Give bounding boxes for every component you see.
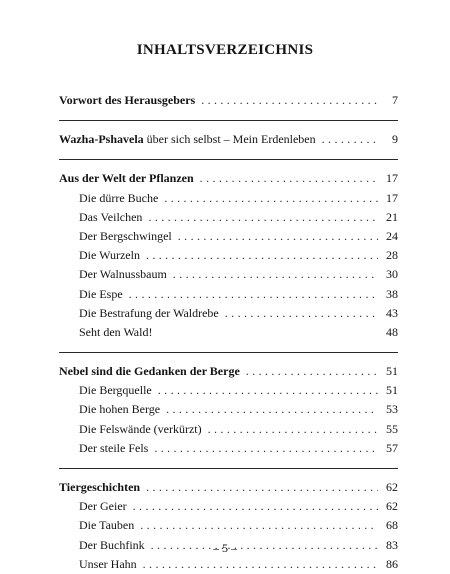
toc-page-number: 68 bbox=[386, 518, 398, 533]
toc-section-tiere bbox=[59, 478, 398, 574]
leader-dots bbox=[140, 516, 378, 535]
toc-subentry[interactable] bbox=[59, 246, 398, 265]
toc-subentry[interactable] bbox=[59, 323, 398, 342]
leader-dots bbox=[225, 304, 378, 323]
toc-entry-label: Die hohen Berge bbox=[79, 402, 161, 417]
page-number-footer: – 5 – bbox=[213, 541, 237, 555]
toc-page-number: 51 bbox=[386, 364, 398, 379]
toc-section-wazha bbox=[59, 130, 398, 149]
leader-dots bbox=[173, 265, 378, 284]
toc-page-number: 62 bbox=[386, 480, 398, 494]
leader-dots bbox=[158, 381, 378, 400]
toc-entry-label: Der Walnussbaum bbox=[79, 267, 167, 282]
page-title: INHALTSVERZEICHNIS bbox=[136, 42, 314, 58]
toc-subentry[interactable] bbox=[59, 189, 398, 208]
toc-page-number: 43 bbox=[386, 305, 398, 320]
toc-entry-author: Wazha-Pshavela bbox=[59, 132, 144, 147]
toc-page-number: 57 bbox=[386, 440, 398, 455]
toc-subentry[interactable] bbox=[59, 304, 398, 323]
leader-dots bbox=[154, 439, 378, 458]
toc-entry-label: Aus der Welt der Pflanzen bbox=[59, 171, 194, 186]
toc-entry-label: Die Espe bbox=[79, 286, 123, 301]
leader-dots bbox=[246, 362, 378, 381]
toc-entry-label: Tiergeschichten bbox=[59, 480, 141, 494]
toc-subentry[interactable] bbox=[59, 497, 398, 516]
leader-dots bbox=[143, 555, 378, 574]
toc-entry-label: Die Bestrafung der Waldrebe bbox=[79, 305, 219, 320]
toc-page-number: 86 bbox=[386, 556, 398, 571]
toc-entry[interactable] bbox=[59, 91, 398, 110]
toc-entry-label: Der steile Fels bbox=[79, 440, 149, 455]
toc-entry[interactable] bbox=[59, 130, 398, 149]
toc-page-number: 17 bbox=[386, 190, 398, 205]
toc-entry-label: Die Tauben bbox=[79, 518, 135, 533]
leader-dots bbox=[164, 189, 378, 208]
toc-entry[interactable] bbox=[59, 169, 398, 188]
toc-page-number: 51 bbox=[386, 383, 398, 398]
toc-entry[interactable] bbox=[59, 362, 398, 381]
toc-entry-label: Vorwort des Herausgebers bbox=[59, 93, 196, 107]
toc-page-number: 17 bbox=[386, 171, 398, 186]
toc-entry-subtitle: über sich selbst – Mein Erdenleben bbox=[143, 132, 316, 147]
leader-dots bbox=[146, 478, 378, 497]
toc-subentry[interactable] bbox=[59, 400, 398, 419]
toc-section-vorwort bbox=[59, 91, 398, 110]
toc-entry-label: Die Felswände (verkürzt) bbox=[79, 421, 202, 436]
toc-entry-label: Die Bergquelle bbox=[79, 383, 152, 398]
toc-page-number: 9 bbox=[392, 132, 398, 147]
toc-entry-label: Der Buchfink bbox=[79, 537, 145, 552]
toc-page-number: 21 bbox=[386, 209, 398, 224]
toc-entry[interactable] bbox=[59, 478, 398, 497]
toc-entry-label: Der Bergschwingel bbox=[79, 228, 172, 243]
toc-page-number: 38 bbox=[386, 286, 398, 301]
toc-entry-label: Das Veilchen bbox=[79, 209, 143, 224]
toc-entry-label bbox=[59, 130, 316, 149]
toc-subentry[interactable] bbox=[59, 439, 398, 458]
leader-dots bbox=[178, 227, 378, 246]
toc-page-number: 83 bbox=[386, 537, 398, 552]
toc-subentry[interactable] bbox=[59, 381, 398, 400]
leader-dots bbox=[166, 400, 378, 419]
toc-entry-label: Unser Hahn bbox=[79, 556, 137, 571]
leader-dots bbox=[201, 91, 378, 110]
toc-entry-label: Der Geier bbox=[79, 499, 127, 514]
toc-subentry[interactable] bbox=[59, 555, 398, 574]
toc-page-number: 7 bbox=[392, 93, 398, 107]
toc-page-number: 30 bbox=[386, 267, 398, 282]
leader-dots bbox=[148, 208, 378, 227]
toc-page-number: 48 bbox=[386, 324, 398, 339]
toc-page-number: 62 bbox=[386, 499, 398, 514]
leader-dots bbox=[208, 420, 378, 439]
toc-subentry[interactable] bbox=[59, 208, 398, 227]
toc-page-number: 55 bbox=[386, 421, 398, 436]
toc-entry-label: Die Wurzeln bbox=[79, 248, 140, 263]
toc-section-berge bbox=[59, 362, 398, 458]
toc-page-number: 28 bbox=[386, 248, 398, 263]
toc-page-number: 53 bbox=[386, 402, 398, 417]
toc-section-pflanzen bbox=[59, 169, 398, 342]
toc-subentry[interactable] bbox=[59, 285, 398, 304]
toc-subentry[interactable] bbox=[59, 420, 398, 439]
table-of-contents bbox=[59, 91, 398, 574]
toc-entry-label: Seht den Wald! bbox=[79, 324, 153, 339]
toc-subentry[interactable] bbox=[59, 265, 398, 284]
toc-entry-label: Nebel sind die Gedanken der Berge bbox=[59, 364, 240, 379]
toc-subentry[interactable] bbox=[59, 516, 398, 535]
leader-dots bbox=[200, 169, 378, 188]
leader-dots bbox=[129, 285, 378, 304]
leader-dots bbox=[146, 246, 378, 265]
leader-dots bbox=[133, 497, 378, 516]
leader-dots bbox=[322, 130, 378, 149]
toc-subentry[interactable] bbox=[59, 227, 398, 246]
toc-entry-label: Die dürre Buche bbox=[79, 190, 159, 205]
toc-page-number: 24 bbox=[386, 228, 398, 243]
